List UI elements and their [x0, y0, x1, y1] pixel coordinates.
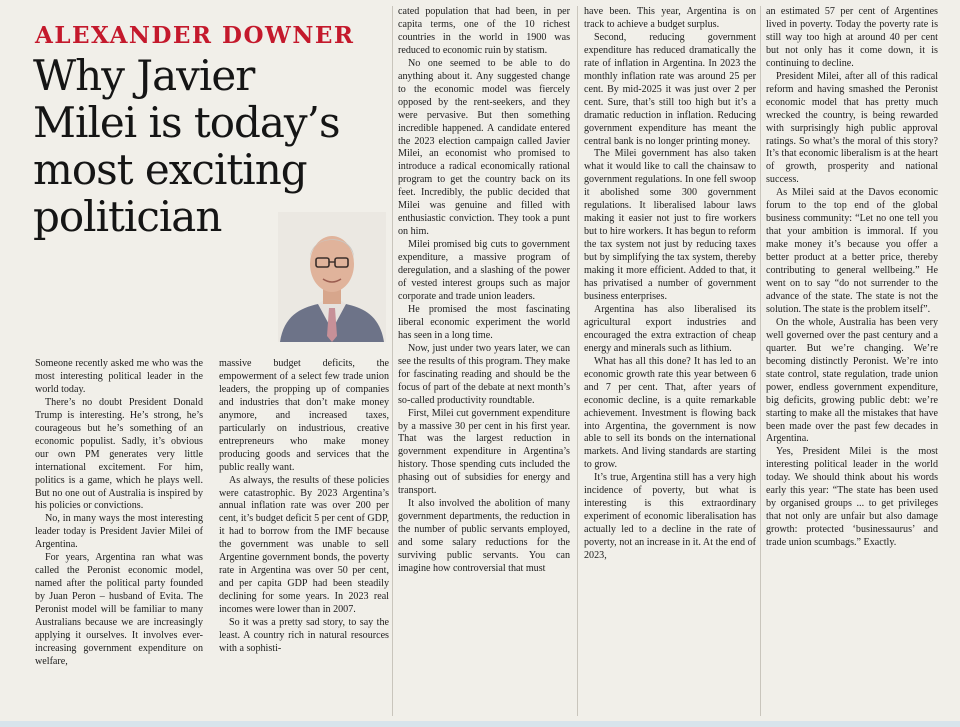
paragraph: It’s true, Argentina still has a very high incidence of poverty, but what is interesting is this extraordinary experiment of economic liberalisation has actually led to a decline in the rate of poverty, not an increase in it. At the end of 2023,: [584, 472, 756, 562]
column-rule: [760, 6, 761, 716]
paragraph: Second, reducing government expenditure has reduced dramatically the rate of inflation in Argentina. In 2023 the monthly inflation rate was around 25 per cent. By mid-2025 it was just over 2 per cent. Sure, that’s still too high but it’s a dramatic reduction in inflation. Reducing government expenditure has meant the central bank is no longer printing money.: [584, 31, 756, 147]
author-portrait-illustration: [278, 212, 386, 342]
paragraph: First, Milei cut government expenditure by a massive 30 per cent in his first year. That was the largest reduction in government expenditure in Argentina’s history. Those spending cuts included the phasing out of subsidies for energy and transport.: [398, 407, 570, 497]
article-column-2: [219, 358, 389, 720]
headline-line: Milei is today’s: [33, 98, 340, 147]
paragraph: Someone recently asked me who was the most interesting political leader in the world today.: [35, 358, 203, 395]
paragraph: President Milei, after all of this radical reform and having smashed the Peronist economic model that has pretty much wrecked the country, is being rewarded with surprisingly high public approval ratings. So what’s the moral of this story? It’s that economic liberalism is at the heart of growth, prosperity and national success.: [766, 70, 938, 186]
paragraph: For years, Argentina ran what was called the Peronist economic model, named after the political party founded by Juan Peron – husband of Evita. The Peronist model will be familiar to many Australians because we are increasingly applying it ourselves. It involves ever-increasing government expenditure on welfare,: [35, 552, 203, 667]
paragraph: No, in many ways the most interesting leader today is President Javier Milei of Argentina.: [35, 513, 203, 551]
author-photo: [278, 212, 386, 342]
paragraph: No one seemed to be able to do anything about it. Any suggested change to the economic model was fiercely opposed by the rent-seekers, and they were pervasive. But then something incredible happened. A candidate entered the 2023 election campaign called Javier Milei, an economist who promised to introduce a radical economically rational program to get the country back on its feet. Incredibly, the public decided that Milei was genuine and filled with enthusiastic conviction. They took a punt on him.: [398, 57, 570, 238]
article-column-4: [584, 6, 756, 722]
paragraph: Now, just under two years later, we can see the results of this program. They make for fascinating reading and should be the focus of part of the debate at next month’s so-called productivity roundtable.: [398, 342, 570, 406]
headline-line: Why Javier: [33, 51, 255, 100]
paragraph: The Milei government has also taken what it would like to call the chainsaw to government regulations. In one fell swoop it abolished some 300 government regulations. It liberalised labour laws making it easier not just to fire workers but to hire workers. It has begun to reform the tax system not just by reducing taxes but by simplifying the tax system, thereby making it more efficient. Added to that, it has privatised a number of government business enterprises.: [584, 148, 756, 302]
paragraph: cated population that had been, in per capita terms, one of the 10 richest countries in the world in 1900 was reduced to economic ruin by statism.: [398, 6, 570, 56]
paragraph: On the whole, Australia has been very well governed over the past century and a quarter. But we’re changing. We’re becoming distinctly Peronist. We’re into state control, state regulation, trade union power, endless government expenditure, big deficits, growing public debt: we’re starting to make all the mistakes that have been made over the past few decades in Argentina.: [766, 316, 938, 445]
paragraph: Argentina has also liberalised its agricultural export industries and encouraged the extra extraction of cheap energy and minerals such as lithium.: [584, 303, 756, 354]
paragraph: As Milei said at the Davos economic forum to the top end of the global business community: “Let no one tell you that your ambition is immoral. If you make money it’s because you offer a better product at a better price, thereby contributing to general wellbeing.” He went on to say “do not surrender to the advance of the state. The state is not the solution. The state is the problem itself”.: [766, 187, 938, 315]
paragraph: So it was a pretty sad story, to say the least. A country rich in natural resources with a sophisti-: [219, 617, 389, 654]
headline-line: most exciting: [33, 145, 307, 194]
paragraph: Yes, President Milei is the most interesting political leader in the world today. We should think about his words early this year: “The state has been used by organised groups ... to get privileges that not only are unfair but also damage growth: protected ‘businessaurus’ and trade union scumbags.” Exactly.: [766, 446, 938, 549]
paragraph: Milei promised big cuts to government expenditure, a massive program of deregulation, and a slashing of the power of vested interest groups such as major corporate and trade union leaders.: [398, 239, 570, 302]
paragraph: There’s no doubt President Donald Trump is interesting. He’s strong, he’s courageous but he’s something of an economic populist. Sadly, it’s obvious our own PM generates very little international excitement. For him, politics is a game, which he plays well. But no one out of Australia is inspired by his policies or convictions.: [35, 396, 203, 512]
headline-line: politician: [33, 192, 222, 241]
article-column-5: [766, 6, 938, 722]
bottom-strip: [0, 721, 960, 727]
article-column-3: [398, 6, 570, 722]
paragraph: It also involved the abolition of many government departments, the reduction in the number of public servants employed, and some salary reductions for the surviving public servants. You can imagine how controversial that must: [398, 498, 570, 574]
paragraph: an estimated 57 per cent of Argentines lived in poverty. Today the poverty rate is still way too high at around 40 per cent but not only has it come down, it is continuing to decline.: [766, 6, 938, 69]
article-column-1: [35, 358, 203, 720]
author-byline: ALEXANDER DOWNER: [35, 22, 355, 49]
column-rule: [577, 6, 578, 716]
paragraph: What has all this done? It has led to an economic growth rate this year between 6 and 7 per cent. That, after years of economic decline, is a quite remarkable achievement. Investment is flowing back into Argentina, the government is now able to sell its bonds on the international markets. And living standards are starting to grow.: [584, 355, 756, 471]
paragraph: As always, the results of these policies were catastrophic. By 2023 Argentina’s annual inflation rate was over 200 per cent, it’s budget deficit 5 per cent of GDP, it had to borrow from the IMF because the government was unable to sell Argentine government bonds, the poverty rate in Argentina was over 50 per cent, and per capita GDP had been steadily declining for some years. In 2023 real incomes were lower than in 2007.: [219, 474, 389, 616]
paragraph: He promised the most fascinating liberal economic experiment the world has seen in a long time.: [398, 303, 570, 341]
paragraph: massive budget deficits, the empowerment of a select few trade union leaders, the propping up of companies and industries that don’t make money anymore, and increased taxes, particularly on industrious, creative entrepreneurs who make money producing goods and services that the public really want.: [219, 358, 389, 473]
column-rule: [392, 6, 393, 716]
paragraph: have been. This year, Argentina is on track to achieve a budget surplus.: [584, 6, 756, 30]
